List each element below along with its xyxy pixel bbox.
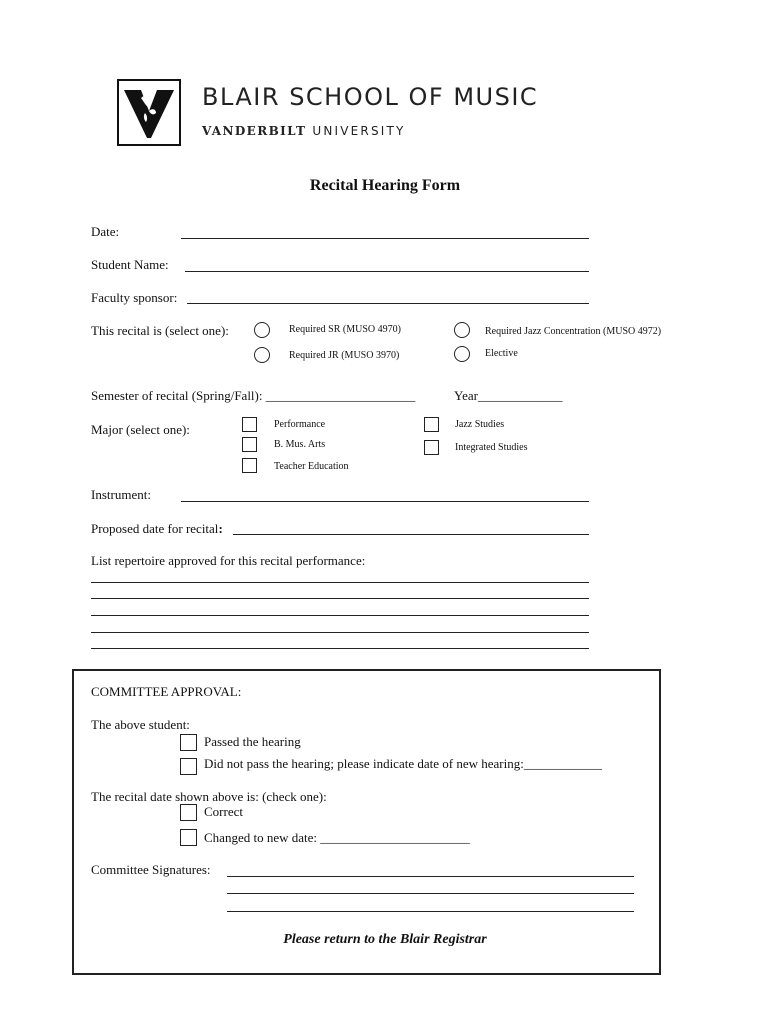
recital-type-label: This recital is (select one): xyxy=(91,323,229,338)
repertoire-line[interactable] xyxy=(91,615,589,616)
checkbox-integrated-studies[interactable] xyxy=(424,440,439,455)
proposed-date-label: Proposed date for recital: xyxy=(91,521,223,536)
not-passed-label: Did not pass the hearing; please indicate date of new hearing:____________ xyxy=(204,756,602,771)
date-field[interactable] xyxy=(181,238,589,239)
radio-required-sr[interactable] xyxy=(254,322,270,338)
repertoire-label: List repertoire approved for this recital performance: xyxy=(91,553,366,568)
checkbox-bmus-arts[interactable] xyxy=(242,437,257,452)
checkbox-jazz-studies[interactable] xyxy=(424,417,439,432)
repertoire-line[interactable] xyxy=(91,648,589,649)
checkbox-passed[interactable] xyxy=(180,734,197,751)
student-name-label: Student Name: xyxy=(91,257,169,272)
option-required-sr: Required SR (MUSO 4970) xyxy=(289,324,401,335)
changed-date-label: Changed to new date: _______________________ xyxy=(204,830,470,845)
checkbox-correct[interactable] xyxy=(180,804,197,821)
checkbox-changed[interactable] xyxy=(180,829,197,846)
radio-elective[interactable] xyxy=(454,346,470,362)
checkbox-performance[interactable] xyxy=(242,417,257,432)
faculty-sponsor-label: Faculty sponsor: xyxy=(91,290,178,305)
form-title: Recital Hearing Form xyxy=(309,177,461,194)
student-name-field[interactable] xyxy=(185,271,589,272)
proposed-date-field[interactable] xyxy=(233,534,589,535)
committee-heading: COMMITTEE APPROVAL: xyxy=(91,684,242,699)
checkbox-not-passed[interactable] xyxy=(180,758,197,775)
signature-line[interactable] xyxy=(227,876,634,877)
checkbox-teacher-education[interactable] xyxy=(242,458,257,473)
option-teacher-education: Teacher Education xyxy=(274,461,349,472)
oak-leaf-v-icon xyxy=(119,81,179,144)
passed-label: Passed the hearing xyxy=(204,734,301,749)
option-required-jr: Required JR (MUSO 3970) xyxy=(289,350,400,361)
committee-approval-box xyxy=(72,669,661,975)
university-name: VANDERBILT UNIVERSITY xyxy=(202,124,406,138)
radio-required-jazz[interactable] xyxy=(454,322,470,338)
faculty-sponsor-field[interactable] xyxy=(187,303,589,304)
instrument-field[interactable] xyxy=(181,501,589,502)
return-note: Please return to the Blair Registrar xyxy=(283,932,487,947)
option-bmus-arts: B. Mus. Arts xyxy=(274,439,326,450)
repertoire-line[interactable] xyxy=(91,632,589,633)
year-field[interactable]: Year_____________ xyxy=(454,388,563,403)
recital-date-label: The recital date shown above is: (check one): xyxy=(91,789,327,804)
signatures-label: Committee Signatures: xyxy=(91,862,211,877)
signature-line[interactable] xyxy=(227,911,634,912)
date-label: Date: xyxy=(91,224,120,239)
option-integrated-studies: Integrated Studies xyxy=(455,442,528,453)
option-required-jazz: Required Jazz Concentration (MUSO 4972) xyxy=(485,326,662,337)
school-name: BLAIR SCHOOL OF MUSIC xyxy=(202,83,539,111)
repertoire-line[interactable] xyxy=(91,582,589,583)
semester-field[interactable]: Semester of recital (Spring/Fall): _______________________ xyxy=(91,388,416,403)
signature-line[interactable] xyxy=(227,893,634,894)
option-jazz-studies: Jazz Studies xyxy=(455,419,505,430)
option-performance: Performance xyxy=(274,419,326,430)
vanderbilt-logo xyxy=(117,79,181,146)
repertoire-line[interactable] xyxy=(91,598,589,599)
instrument-label: Instrument: xyxy=(91,487,151,502)
major-label: Major (select one): xyxy=(91,422,190,437)
student-result-label: The above student: xyxy=(91,717,190,732)
option-elective: Elective xyxy=(485,348,518,359)
correct-label: Correct xyxy=(204,804,243,819)
radio-required-jr[interactable] xyxy=(254,347,270,363)
